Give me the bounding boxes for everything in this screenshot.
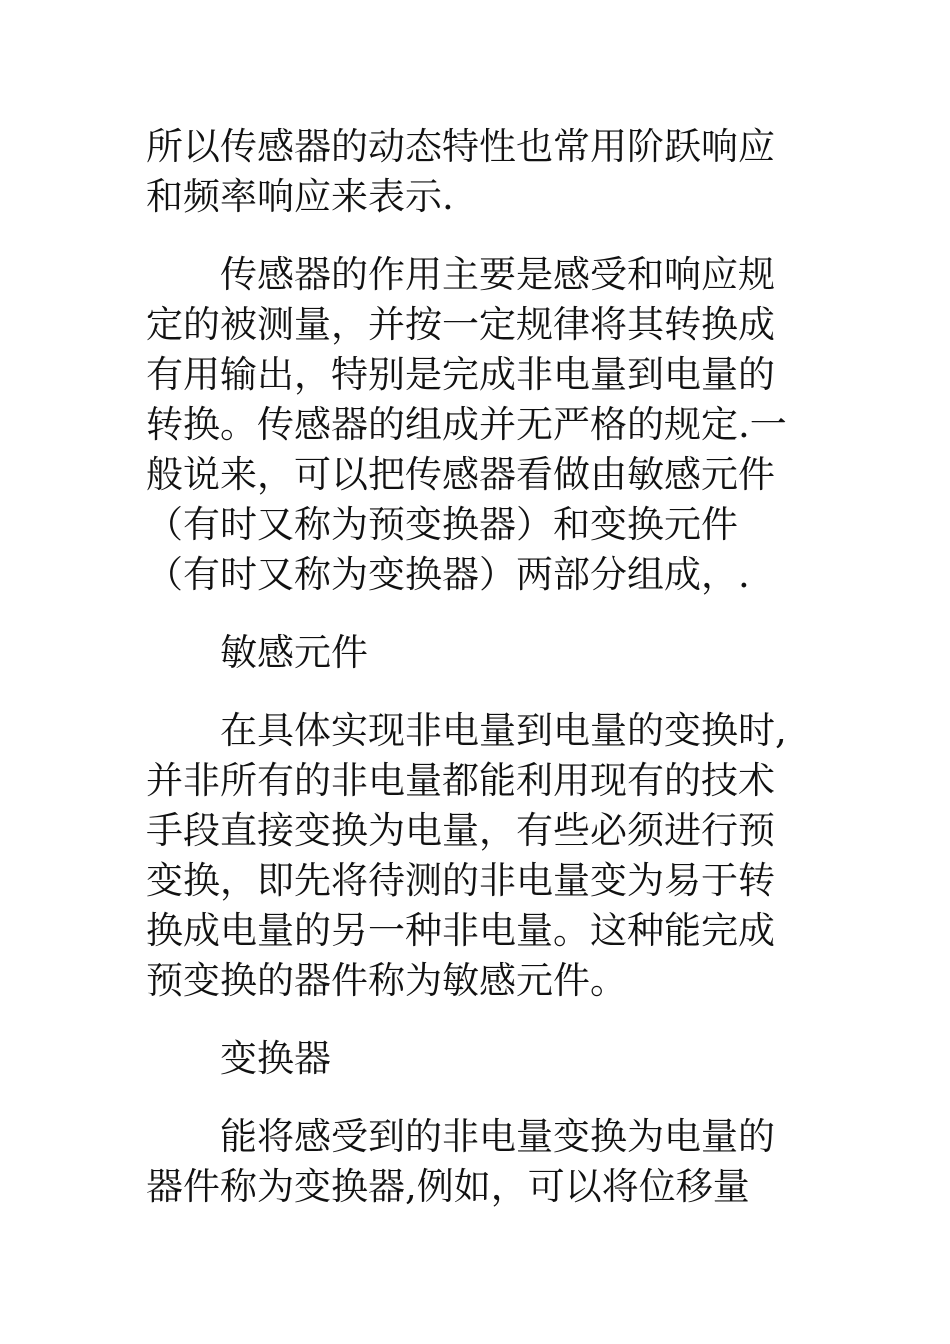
paragraph-intro: 所以传感器的动态特性也常用阶跃响应和频率响应来表示. bbox=[146, 125, 775, 218]
paragraph-gap bbox=[146, 1084, 806, 1112]
document-page bbox=[146, 122, 806, 1212]
heading-transducer: 变换器 bbox=[146, 1037, 331, 1080]
paragraph-sensor-function: 传感器的作用主要是感受和响应规定的被测量，并按一定规律将其转换成有用输出，特别是完成非电量到电量的转换。传感器的组成并无严格的规定.一般说来，可以把传感器看做由敏感元件（有时又称为预变换器）和变换元件（有时又称为变换器）两部分组成，. bbox=[146, 253, 787, 596]
paragraph-gap bbox=[146, 678, 806, 706]
heading-sensitive-element: 敏感元件 bbox=[146, 631, 368, 674]
paragraph-gap bbox=[146, 222, 806, 250]
paragraph-gap bbox=[146, 600, 806, 628]
paragraph-transducer: 能将感受到的非电量变换为电量的器件称为变换器,例如，可以将位移量 bbox=[146, 1115, 775, 1208]
paragraph-sensitive-element: 在具体实现非电量到电量的变换时,并非所有的非电量都能利用现有的技术手段直接变换为电量，有些必须进行预变换，即先将待测的非电量变为易于转换成电量的另一种非电量。这种能完成预变换的器件称为敏感元件。 bbox=[146, 709, 787, 1002]
paragraph-gap bbox=[146, 1006, 806, 1034]
